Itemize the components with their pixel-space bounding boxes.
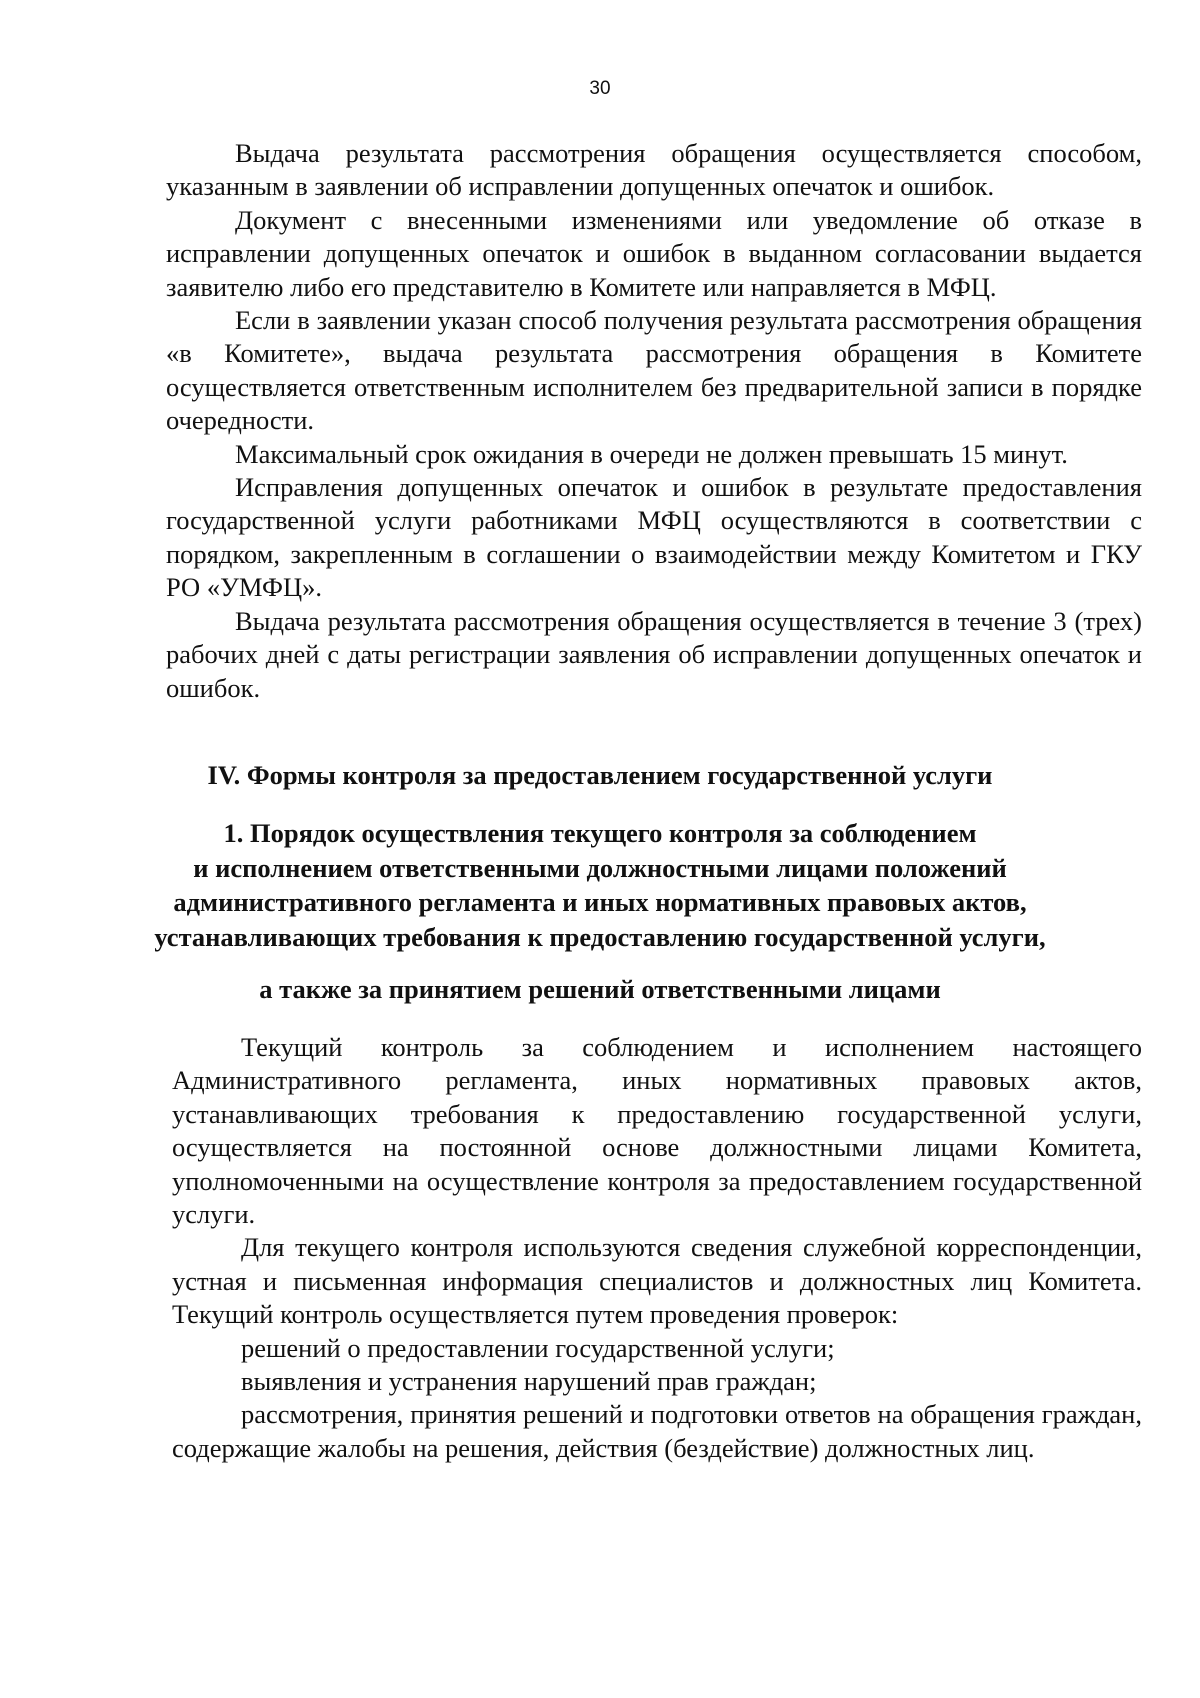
- subsection-heading-line: 1. Порядок осуществления текущего контроля за соблюдением: [223, 818, 977, 848]
- section-heading: IV. Формы контроля за предоставлением государственной услуги: [207, 760, 993, 790]
- paragraph: Если в заявлении указан способ получения результата рассмотрения обращения «в Комитете», выдача результата рассмотрения обращения в Комитете осуществляется ответственным исполнителем без предварительной записи в порядке очередности.: [166, 305, 1142, 436]
- paragraph: Выдача результата рассмотрения обращения осуществляется способом, указанным в заявлении об исправлении допущенных опечаток и ошибок.: [166, 138, 1142, 202]
- paragraph: Максимальный срок ожидания в очереди не должен превышать 15 минут.: [235, 438, 1068, 469]
- subsection-heading-line: устанавливающих требования к предоставлению государственной услуги,: [154, 921, 1046, 952]
- paragraph: Для текущего контроля используются сведения служебной корреспонденции, устная и письменная информация специалистов и должностных лиц Комитета. Текущий контроль осуществляется путем проведения проверок:: [172, 1232, 1142, 1330]
- text-block-current-control: [172, 1031, 1142, 1465]
- paragraph: Выдача результата рассмотрения обращения осуществляется в течение 3 (трех) рабочих дней с даты регистрации заявления об исправлении допущенных опечаток и ошибок.: [166, 605, 1142, 703]
- subsection-heading-continuation: а также за принятием решений ответственными лицами: [259, 974, 941, 1004]
- paragraph: Текущий контроль за соблюдением и исполнением настоящего Административного регламента, иных нормативных правовых актов, устанавливающих требования к предоставлению государственной услуги, осуществляется на постоянной основе должностными лицами Комитета, уполномоченными на осуществление контроля за предоставлением государственной услуги.: [172, 1032, 1142, 1230]
- subsection-heading: [120, 816, 1080, 954]
- list-item: рассмотрения, принятия решений и подготовки ответов на обращения граждан, содержащие жалобы на решения, действия (бездействие) должностных лиц.: [172, 1399, 1142, 1463]
- subsection-heading-line: и исполнением ответственными должностными лицами положений: [193, 852, 1007, 883]
- subsection-heading-line: административного регламента и иных нормативных правовых актов,: [173, 887, 1027, 917]
- list-item: выявления и устранения нарушений прав граждан;: [241, 1366, 817, 1397]
- page-number: 30: [589, 78, 611, 99]
- list-item: решений о предоставлении государственной услуги;: [241, 1332, 835, 1363]
- paragraph: Исправления допущенных опечаток и ошибок в результате предоставления государственной услуги работниками МФЦ осуществляются в соответствии с порядком, закрепленным в соглашении о взаимодействии между Комитетом и ГКУ РО «УМФЦ».: [166, 472, 1142, 603]
- paragraph: Документ с внесенными изменениями или уведомление об отказе в исправлении допущенных опечаток и ошибок в выданном согласовании выдается заявителю либо его представителю в Комитете или направляется в МФЦ.: [166, 204, 1142, 302]
- text-block-error-correction: [166, 137, 1142, 705]
